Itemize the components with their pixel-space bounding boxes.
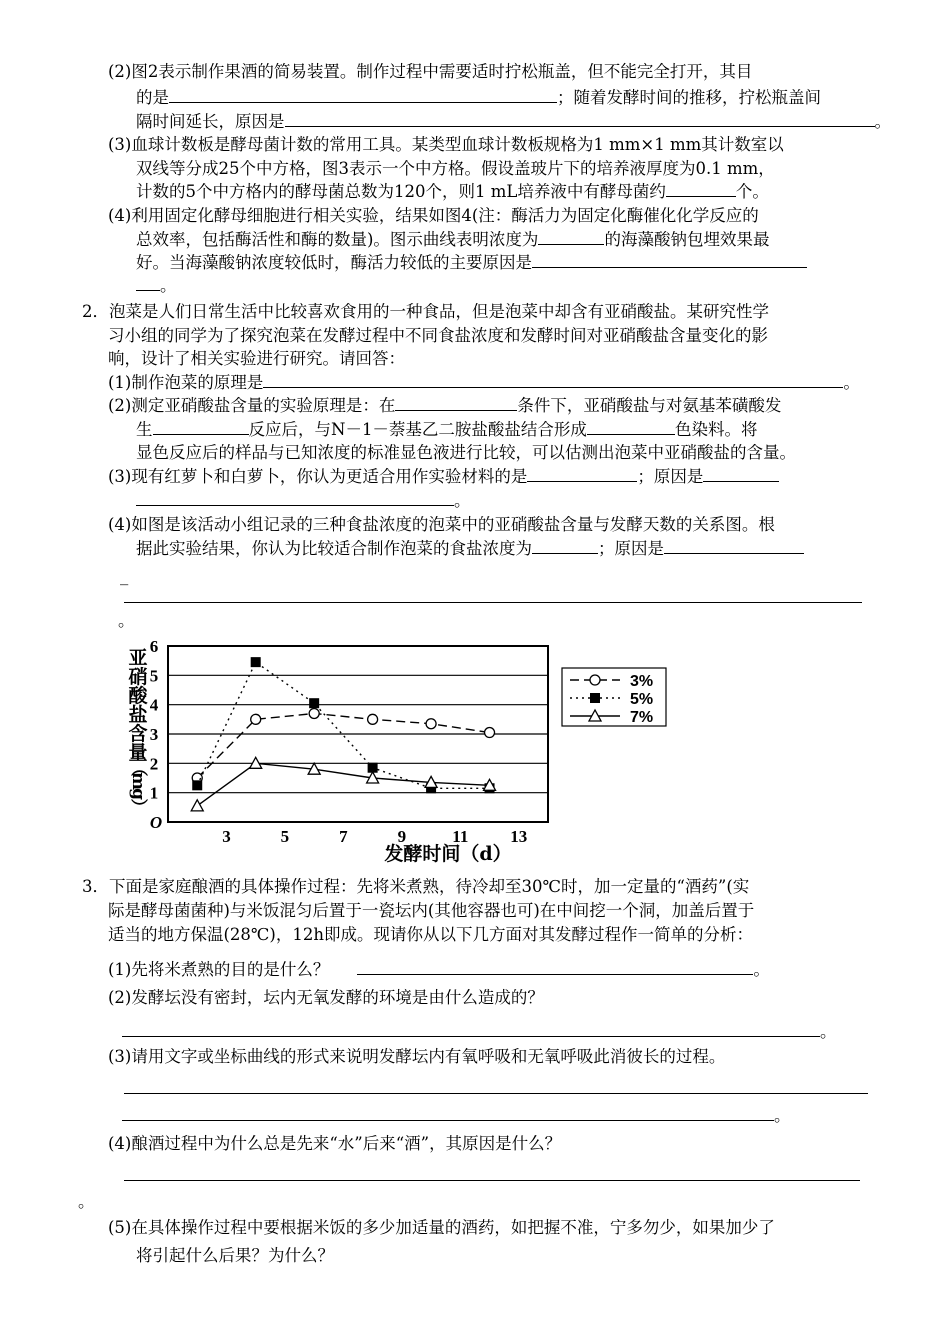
y-label-char: 量 xyxy=(128,742,148,764)
text-span: 计数的5个中方格内的酵母菌总数为120个，则1 mL培养液中有酵母菌约 xyxy=(136,182,666,201)
marker-square xyxy=(192,780,202,790)
text-span: 。 xyxy=(843,373,860,392)
y-label-char: 硝 xyxy=(128,666,148,688)
answer-blank[interactable] xyxy=(285,112,875,127)
text-line xyxy=(122,1022,837,1042)
legend-label: 3% xyxy=(630,673,654,690)
text-span: 据此实验结果，你认为比较适合制作泡菜的食盐浓度为 xyxy=(136,539,532,558)
text-span: 。 xyxy=(820,1022,837,1041)
marker-circle xyxy=(309,708,319,718)
text-line: (2)发酵坛没有密封，坛内无氧发酵的环境是由什么造成的？ xyxy=(108,988,544,1007)
y-label-char: m xyxy=(128,772,148,790)
legend xyxy=(562,668,666,726)
text-span: 反应后，与N－1－萘基乙二胺盐酸盐结合形成 xyxy=(248,420,587,439)
marker-circle xyxy=(485,728,495,738)
text-line: 习小组的同学为了探究泡菜在发酵过程中不同食盐浓度和发酵时间对亚硝酸盐含量变化的影 xyxy=(108,326,768,345)
text-line xyxy=(136,539,804,559)
text-line: 。 xyxy=(118,611,135,630)
text-span: 。 xyxy=(774,1106,791,1125)
text-line: 双线等分成25个中方格，图3表示一个中方格。假设盖玻片下的培养液厚度为0.1 mm， xyxy=(136,159,775,178)
text-span: 条件下，亚硝酸盐与对氨基苯磺酸发 xyxy=(517,396,782,415)
text-line: 。 xyxy=(78,1192,95,1211)
answer-blank[interactable] xyxy=(664,539,804,554)
marker-circle xyxy=(590,675,600,685)
y-tick-label: 1 xyxy=(149,783,159,803)
text-span: (1)制作泡菜的原理是 xyxy=(108,373,264,392)
y-axis-label xyxy=(127,647,149,816)
text-span: 好。当海藻酸钠浓度较低时，酶活力较低的主要原因是 xyxy=(136,253,532,272)
text-line: (4)如图是该活动小组记录的三种食盐浓度的泡菜中的亚硝酸盐含量与发酵天数的关系图。根 xyxy=(108,515,775,534)
answer-blank[interactable] xyxy=(169,88,557,103)
y-tick-label: 3 xyxy=(149,725,159,744)
answer-blank[interactable] xyxy=(666,182,736,197)
text-line: 响，设计了相关实验进行研究。请回答： xyxy=(108,349,405,368)
text-line xyxy=(136,491,471,511)
legend-label: 7% xyxy=(630,709,654,726)
x-axis-label: 发酵时间（d） xyxy=(384,843,512,865)
y-label-char: g xyxy=(128,788,148,800)
x-tick-label: 13 xyxy=(510,827,528,846)
marker-square xyxy=(251,657,261,667)
nitrite-line-chart xyxy=(118,634,678,866)
y-tick-labels xyxy=(150,637,159,803)
text-span: (2)测定亚硝酸盐含量的实验原理是：在 xyxy=(108,396,396,415)
text-line xyxy=(122,1106,791,1126)
text-line: (4)利用固定化酵母细胞进行相关实验，结果如图4(注：酶活力为固定化酶催化化学反应的 xyxy=(108,206,759,225)
text-span: ；随着发酵时间的推移，拧松瓶盖间 xyxy=(557,88,821,107)
text-line: (3)请用文字或坐标曲线的形式来说明发酵坛内有氧呼吸和无氧呼吸此消彼长的过程。 xyxy=(108,1047,726,1066)
text-line: 将引起什么后果？为什么？ xyxy=(136,1246,334,1265)
text-line: (5)在具体操作过程中要根据米饭的多少加适量的酒药，如把握不准，宁多勿少，如果加少了 xyxy=(108,1218,775,1237)
answer-blank[interactable] xyxy=(136,491,454,506)
text-span: 生 xyxy=(136,420,153,439)
y-label-char: ） xyxy=(128,798,148,816)
answer-line[interactable] xyxy=(124,1093,868,1094)
answer-blank[interactable] xyxy=(587,420,675,435)
answer-blank[interactable] xyxy=(136,276,160,291)
marker-square xyxy=(309,698,319,708)
text-line xyxy=(108,960,770,980)
text-span: 色染料。将 xyxy=(674,420,758,439)
marker-circle xyxy=(251,714,261,724)
text-line: 际是酵母菌菌种)与米饭混匀后置于一瓷坛内(其他容器也可)在中间挖一个洞，加盖后置于 xyxy=(108,901,755,920)
answer-line[interactable] xyxy=(124,602,862,603)
y-tick-label: 5 xyxy=(149,666,159,686)
y-label-char: 酸 xyxy=(128,685,148,707)
text-span: (3)现有红萝卜和白萝卜，你认为更适合用作实验材料的是 xyxy=(108,467,528,486)
x-tick-label: 11 xyxy=(452,827,469,846)
y-label-char: 含 xyxy=(128,723,148,745)
answer-blank[interactable] xyxy=(527,467,637,482)
answer-blank[interactable] xyxy=(395,396,517,411)
answer-blank[interactable] xyxy=(532,253,807,268)
answer-blank[interactable] xyxy=(122,1106,774,1121)
text-line: (4)酿酒过程中为什么总是先来“水”后来“酒”，其原因是什么？ xyxy=(108,1134,562,1153)
answer-line[interactable] xyxy=(124,1180,860,1181)
text-span: 个。 xyxy=(735,182,769,201)
text-span: 的海藻酸钠包埋效果最 xyxy=(604,230,770,249)
marker-circle xyxy=(426,719,436,729)
text-line: 适当的地方保温(28℃)，12h即成。现请你从以下几方面对其发酵过程作一简单的分析： xyxy=(108,925,753,944)
text-line xyxy=(136,253,807,273)
text-span: 。 xyxy=(753,960,770,979)
origin-label: O xyxy=(149,813,163,832)
text-span: 。 xyxy=(454,491,471,510)
marker-square xyxy=(590,693,600,703)
question-3-text: 3．下面是家庭酿酒的具体操作过程：先将米煮熟，待冷却至30℃时，加一定量的“酒药”(实 xyxy=(82,877,750,896)
text-span: (1)先将米煮熟的目的是什么？ xyxy=(108,960,330,979)
text-line xyxy=(136,112,891,132)
text-line: 显色反应后的样品与已知浓度的标准显色液进行比较，可以估测出泡菜中亚硝酸盐的含量。 xyxy=(136,443,796,462)
marker-circle xyxy=(368,714,378,724)
text-line: (3)血球计数板是酵母菌计数的常用工具。某类型血球计数板规格为1 mm×1 mm其计数室以 xyxy=(108,135,784,154)
y-tick-label: 6 xyxy=(149,637,159,656)
x-tick-label: 5 xyxy=(280,827,290,846)
text-span: 。 xyxy=(160,276,177,295)
answer-blank[interactable] xyxy=(538,230,604,245)
answer-blank[interactable] xyxy=(153,420,249,435)
answer-blank[interactable] xyxy=(122,1022,820,1037)
text-span: 总效率，包括酶活性和酶的数量)。图示曲线表明浓度为 xyxy=(136,230,539,249)
text-line xyxy=(108,467,779,487)
y-tick-label: 4 xyxy=(149,695,159,715)
x-tick-label: 3 xyxy=(222,827,231,846)
x-tick-label: 7 xyxy=(339,827,348,846)
text-line xyxy=(136,230,769,250)
text-line xyxy=(136,88,821,108)
text-span: 的是 xyxy=(136,88,169,107)
text-span: 隔时间延长，原因是 xyxy=(136,112,285,131)
legend-label: 5% xyxy=(630,691,654,708)
x-tick-label: 9 xyxy=(397,827,407,846)
answer-blank[interactable] xyxy=(532,539,598,554)
text-line xyxy=(108,396,781,416)
text-span: ；原因是 xyxy=(598,539,664,558)
y-label-char: （ xyxy=(128,759,148,777)
text-line xyxy=(136,182,769,202)
text-span: 。 xyxy=(874,112,891,131)
text-line: _ xyxy=(120,566,129,585)
question-2-text: 2．泡菜是人们日常生活中比较喜欢食用的一种食品，但是泡菜中却含有亚硝酸盐。某研究性学 xyxy=(82,302,769,321)
text-line xyxy=(136,420,757,440)
text-span: ；原因是 xyxy=(637,467,704,486)
y-label-char: 盐 xyxy=(128,704,148,726)
y-tick-label: 2 xyxy=(149,754,159,774)
text-line xyxy=(108,373,860,393)
text-line xyxy=(136,276,177,296)
answer-blank[interactable] xyxy=(357,960,753,975)
text-line: (2)图2表示制作果酒的简易装置。制作过程中需要适时拧松瓶盖，但不能完全打开，其目 xyxy=(108,62,753,81)
answer-blank[interactable] xyxy=(703,467,779,482)
y-label-char: 亚 xyxy=(128,647,148,669)
answer-blank[interactable] xyxy=(263,373,843,388)
